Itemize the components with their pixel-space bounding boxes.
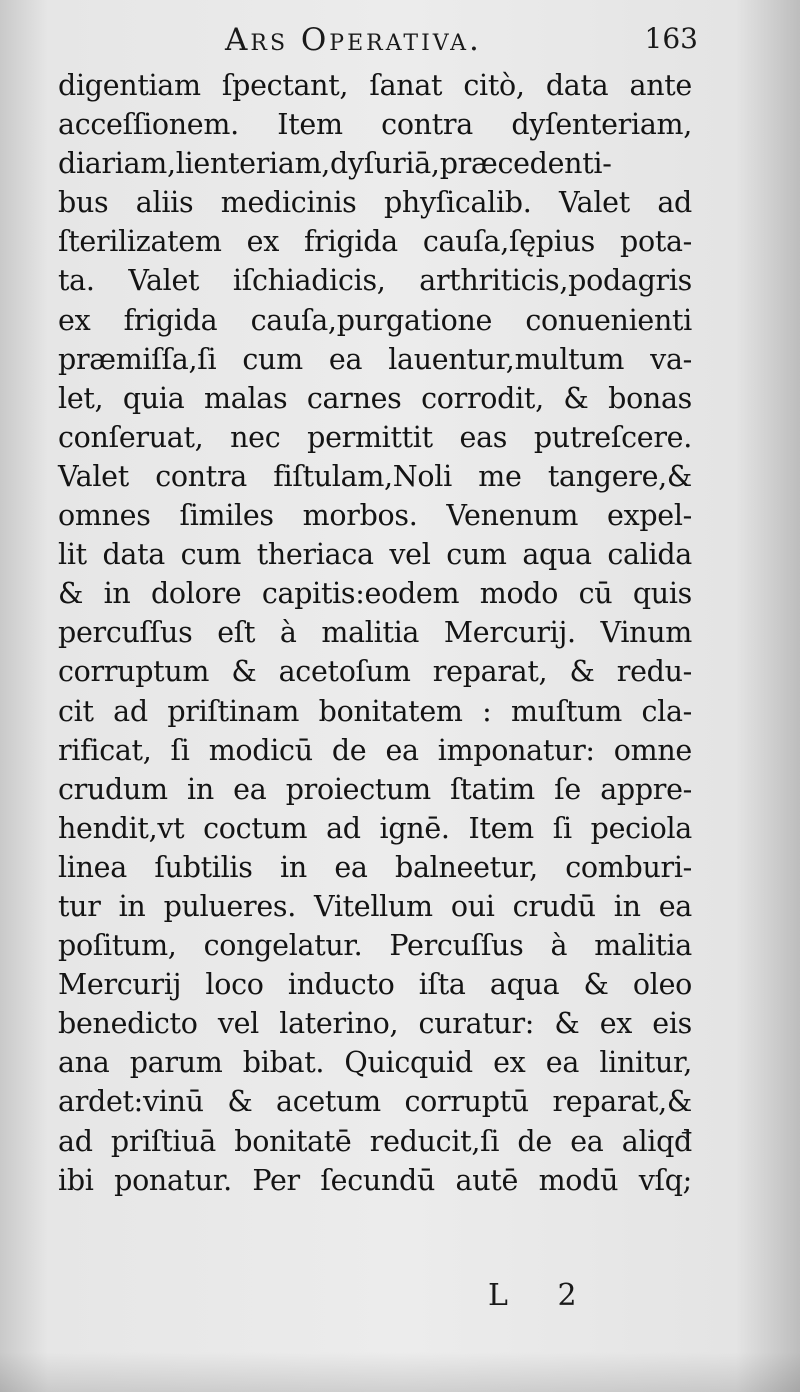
text-line: Valet contra fiſtulam,Noli me tangere,& [58,459,692,493]
text-line: præmiſſa,ſi cum ea lauentur,multum va- [58,342,692,376]
signature-mark: L 2 [488,1278,597,1313]
text-line: bus aliis medicinis phyſicalib. Valet ad [58,186,692,220]
text-line: linea ſubtilis in ea balneetur, comburi- [58,850,692,884]
text-line: ex frigida cauſa,purgatione conuenienti [58,303,692,337]
text-line: ana parum bibat. Quicquid ex ea linitur, [58,1046,692,1080]
page-body-text [58,66,692,1200]
text-line: digentiam ſpectant, ſanat citò, data ante [58,69,692,102]
text-line: ardet:vinū & acetum corruptū reparat,& [58,1085,692,1119]
text-line: ta. Valet iſchiadicis, arthriticis,podagris [58,264,692,298]
text-line: acceſſionem. Item contra dyſenteriam, [58,108,692,142]
text-line: Mercurij loco inducto iſta aqua & oleo [58,968,692,1002]
text-line: & in dolore capitis:eodem modo cū quis [58,577,692,611]
text-line: poſitum, congelatur. Percuſſus à malitia [58,929,692,963]
text-line: corruptum & acetoſum reparat, & redu- [58,655,692,689]
text-line: rificat, ſi modicū de ea imponatur: omne [58,733,692,767]
text-line: diariam,lienteriam,dyſuriā,præcedenti- [58,147,612,181]
text-line: ſterilizatem ex frigida cauſa,ſępius pota- [58,225,692,259]
text-line: tur in pulueres. Vitellum oui crudū in ea [58,889,692,923]
running-head: Ars Operativa. [225,22,482,58]
text-line: ibi ponatur. Per ſecundū autē modū vſq; [58,1163,692,1197]
text-line: cit ad priſtinam bonitatem : muſtum cla- [58,694,692,728]
text-line: lit data cum theriaca vel cum aqua calida [58,538,692,572]
text-line: omnes ſimiles morbos. Venenum expel- [58,499,692,533]
page-header [60,18,698,62]
text-line: hendit,vt coctum ad ignē. Item ſi peciola [58,811,692,845]
page-number: 163 [644,22,698,55]
text-line: benedicto vel laterino, curatur: & ex eis [58,1007,692,1041]
text-line: conſeruat, nec permittit eas putreſcere. [58,420,692,454]
text-line: percuſſus eſt à malitia Mercurij. Vinum [58,616,692,650]
text-line: let, quia malas carnes corrodit, & bonas [58,381,692,415]
text-line: crudum in ea proiectum ſtatim ſe appre- [58,772,692,806]
text-line: ad priſtiuā bonitatē reducit,ſi de ea aliqđ [58,1124,692,1158]
